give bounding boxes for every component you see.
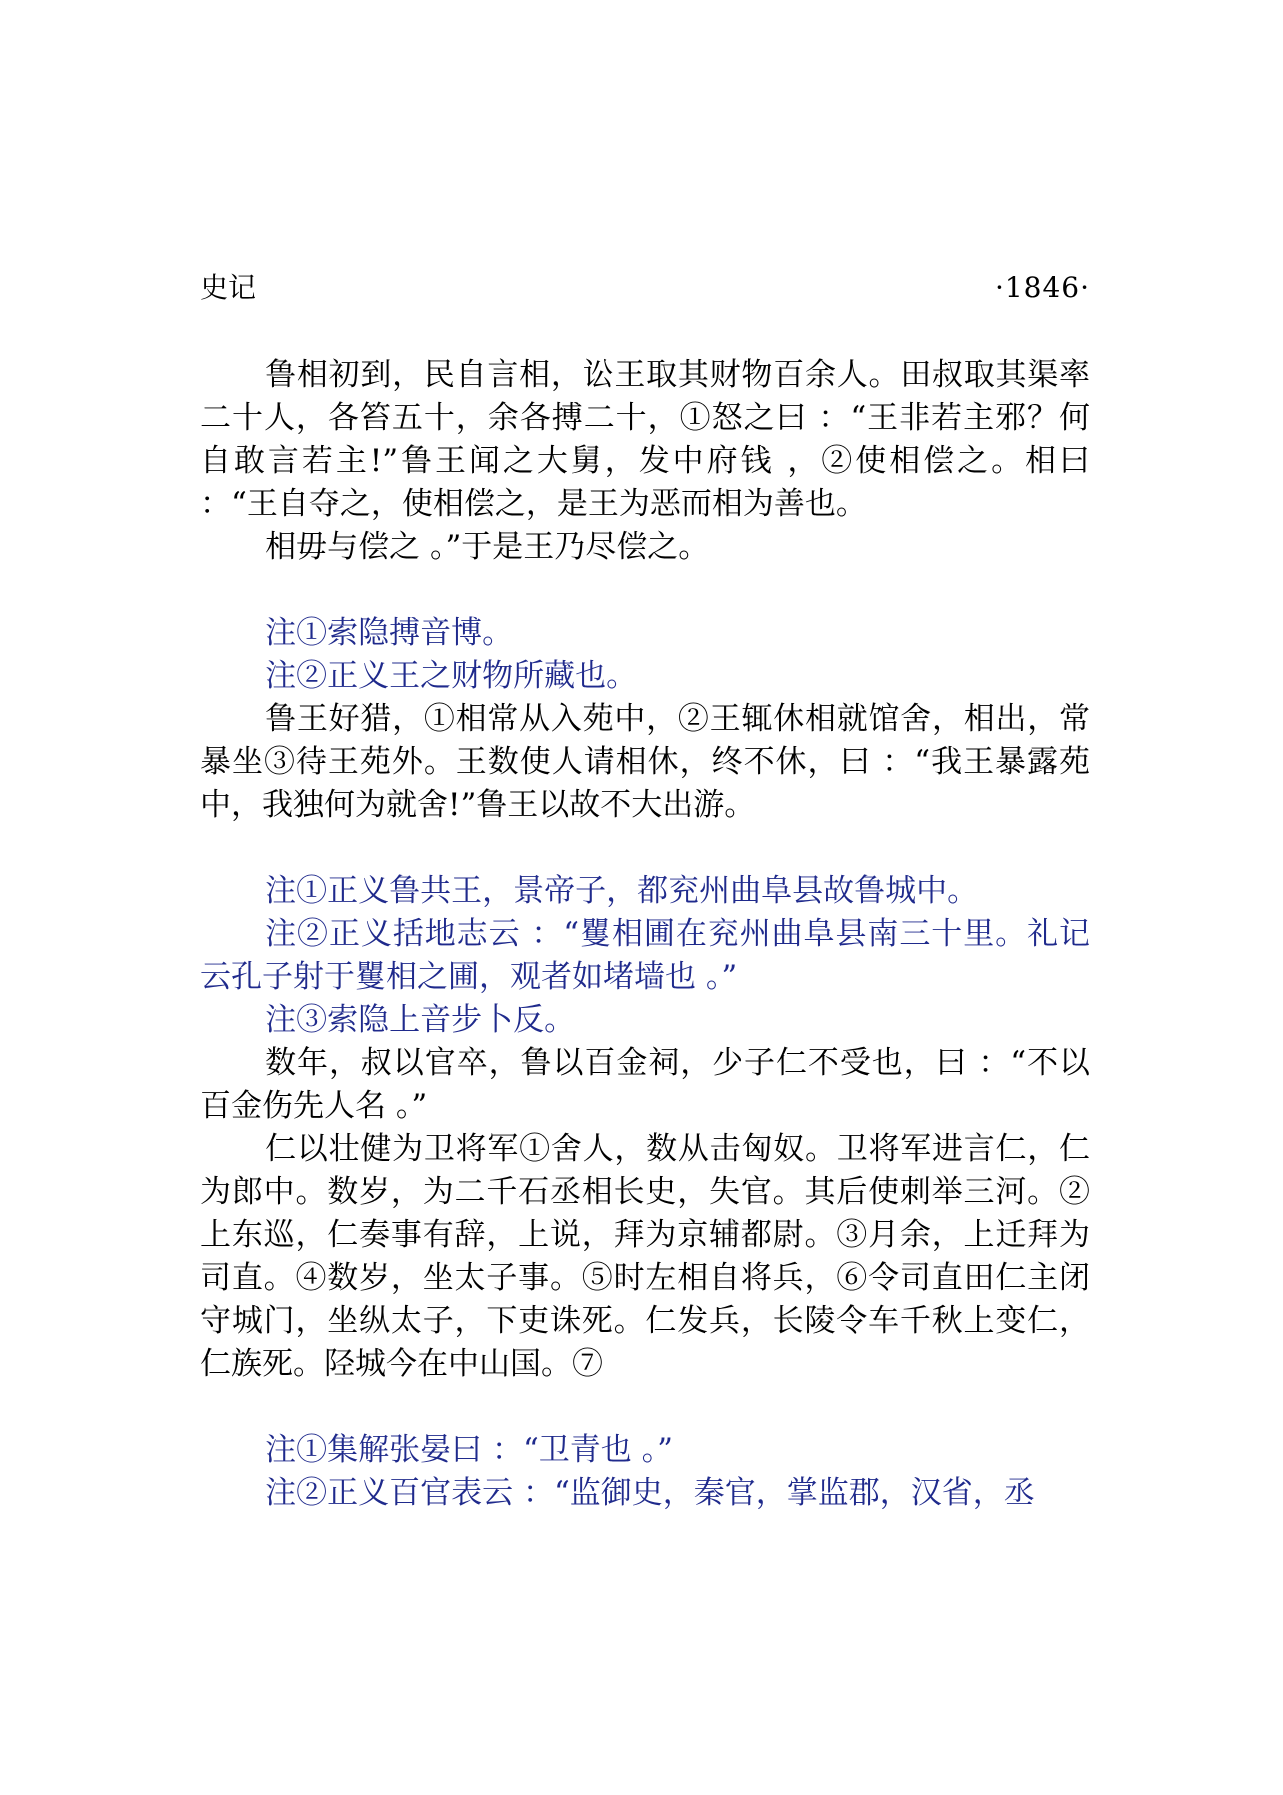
page-number: ·1846· — [994, 271, 1090, 304]
paragraph-spacer — [200, 1386, 1090, 1429]
annotation-note: 注②正义百官表云 ：“监御史，秦官，掌监郡，汉省，丞 — [265, 1475, 1035, 1511]
paragraph-spacer — [200, 827, 1090, 870]
book-title: 史记 — [200, 271, 257, 304]
main-paragraph: 仁以壮健为卫将军①舍人，数从击匈奴。卫将军进言仁，仁为郎中。数岁，为二千石丞相长史，失官。其后使刺举三河。②上东巡，仁奏事有辞，上说，拜为京辅都尉。③月余，上迁拜为司直。④数岁，坐太子事。⑤时左相自将兵，⑥令司直田仁主闭守城门，坐纵太子，下吏诛死。仁发兵，长陵令车千秋上变仁，仁族死。陉城今在中山国。⑦ — [200, 1131, 1090, 1382]
page-header — [200, 268, 1090, 308]
annotation-note: 注①正义鲁共王，景帝子，都兖州曲阜县故鲁城中。 — [265, 873, 979, 909]
page-body — [200, 354, 1090, 1515]
annotation-note: 注①集解张晏曰 ：“卫青也 。” — [265, 1432, 673, 1468]
annotation-note: 注①索隐搏音博。 — [265, 615, 514, 651]
main-paragraph: 相毋与偿之 。”于是王乃尽偿之。 — [265, 529, 710, 565]
paragraph-spacer — [200, 569, 1090, 612]
annotation-note: 注③索隐上音步卜反。 — [265, 1002, 576, 1038]
main-paragraph: 鲁王好猎，①相常从入苑中，②王辄休相就馆舍，相出，常暴坐③待王苑外。王数使人请相休，终不休，曰 ：“我王暴露苑中，我独何为就舍!”鲁王以故不大出游。 — [200, 701, 1090, 823]
main-paragraph: 数年，叔以官卒，鲁以百金祠，少子仁不受也，曰 ：“不以百金伤先人名 。” — [200, 1045, 1090, 1124]
main-paragraph: 鲁相初到，民自言相，讼王取其财物百余人。田叔取其渠率二十人，各笞五十，余各搏二十，①怒之曰 ：“王非若主邪？何自敢言若主!”鲁王闻之大舅，发中府钱 ，②使相偿之。相曰 ：“王自夺之，使相偿之，是王为恶而相为善也。 — [200, 357, 1090, 522]
annotation-note: 注②正义括地志云 ：“矍相圃在兖州曲阜县南三十里。礼记云孔子射于矍相之圃，观者如堵墙也 。” — [200, 916, 1090, 995]
annotation-note: 注②正义王之财物所藏也。 — [265, 658, 638, 694]
